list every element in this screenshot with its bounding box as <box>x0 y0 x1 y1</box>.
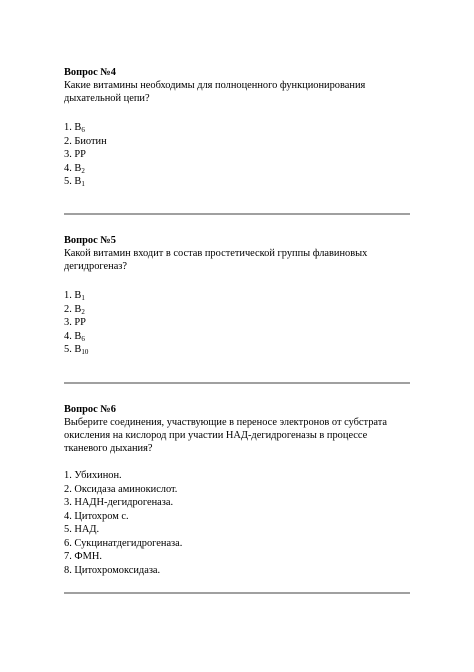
question-title: Вопрос №4 <box>64 67 116 78</box>
answer-item: 1. $B_6$ <box>64 122 85 134</box>
answer-item: 4. $B_6$ <box>64 330 85 343</box>
question-5 <box>64 234 410 357</box>
answer-item: 2. Оксидаза аминокислот. <box>64 483 178 495</box>
answer-item: 1. $B_1$ <box>64 290 85 302</box>
answer-item: 6. Сукцинатдегидрогеназа. <box>64 537 183 549</box>
answer-item: 2. Биотин <box>64 135 107 147</box>
answer-list <box>64 121 410 189</box>
answer-item: 3. PP <box>64 149 86 160</box>
answer-item: 2. $B_2$ <box>64 303 85 316</box>
question-text: Какой витамин входит в состав простетической группы флавиновых дегидрогеназ? <box>64 248 368 272</box>
question-title: Вопрос №6 <box>64 404 116 415</box>
question-title: Вопрос №5 <box>64 235 116 246</box>
divider <box>64 382 410 384</box>
question-6 <box>64 403 410 577</box>
question-4 <box>64 66 410 189</box>
question-text: Выберите соединения, участвующие в переносе электронов от субстрата окисления на кислород при участии НАД-дегидрогеназы в процессе тканевого дыхания? <box>64 417 388 454</box>
answer-item: 4. Цитохром с. <box>64 510 129 522</box>
answer-item: 5. НАД. <box>64 524 100 535</box>
divider <box>64 592 410 594</box>
answer-item: 8. Цитохромоксидаза. <box>64 564 161 576</box>
answer-list <box>64 289 410 357</box>
answer-item: 3. НАДН-дегидрогеназа. <box>64 497 174 508</box>
answer-item: 4. $B_2$ <box>64 162 85 175</box>
answer-item: 5. $B_1$ <box>64 176 85 188</box>
question-text: Какие витамины необходимы для полноценного функционирования дыхательной цепи? <box>64 80 366 104</box>
answer-item: 5. $B_{10}$ <box>64 344 89 356</box>
answer-item: 3. PP <box>64 317 86 328</box>
divider <box>64 213 410 215</box>
answer-list <box>64 469 410 577</box>
answer-item: 7. ФМН. <box>64 551 102 562</box>
answer-item: 1. Убихинон. <box>64 470 122 481</box>
